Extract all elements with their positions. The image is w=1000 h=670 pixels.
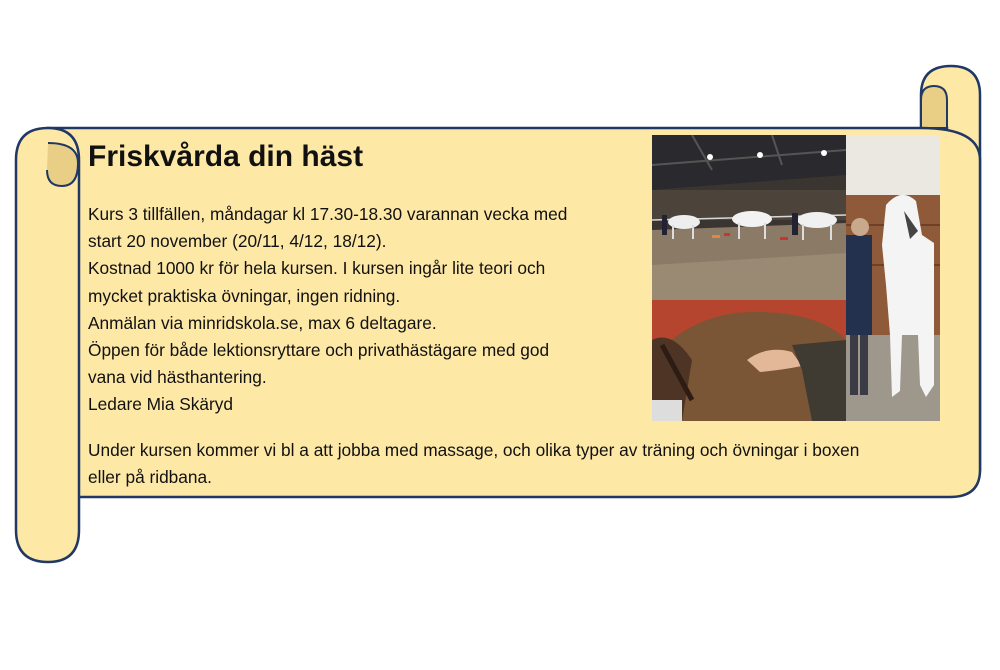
photo-horse-massage <box>652 300 846 421</box>
detail-line: vana vid hästhantering. <box>88 367 267 388</box>
horses-in-arena-icon <box>652 135 846 300</box>
scroll-left-roll <box>16 128 79 562</box>
course-details <box>88 201 648 419</box>
detail-line: Ledare Mia Skäryd <box>88 394 234 415</box>
scroll-left-roll-inner <box>47 143 78 186</box>
detail-line: Kurs 3 tillfällen, måndagar kl 17.30-18.30 varannan vecka med <box>88 204 568 224</box>
detail-line: mycket praktiska övningar, ingen ridning. <box>88 285 401 306</box>
scroll-top-curl-inner <box>921 86 947 128</box>
white-horse-with-handler-icon <box>846 135 940 421</box>
description-line: Under kursen kommer vi bl a att jobba med massage, och olika typer av träning och övningar i boxen <box>88 440 860 460</box>
detail-line: start 20 november (20/11, 4/12, 18/12). <box>88 231 387 252</box>
description-line: eller på ridbana. <box>88 467 212 487</box>
photo-riding-arena <box>652 135 846 300</box>
detail-line: Öppen för både lektionsryttare och privathästägare med god <box>88 340 550 361</box>
detail-line: Anmälan via minridskola.se, max 6 deltagare. <box>88 312 437 333</box>
flyer-title: Friskvårda din häst <box>88 140 364 173</box>
detail-line: Kostnad 1000 kr för hela kursen. I kursen ingår lite teori och <box>88 258 546 279</box>
photo-white-horse-stable <box>846 135 940 421</box>
hand-massaging-horse-icon <box>652 300 846 421</box>
course-description <box>88 437 958 491</box>
